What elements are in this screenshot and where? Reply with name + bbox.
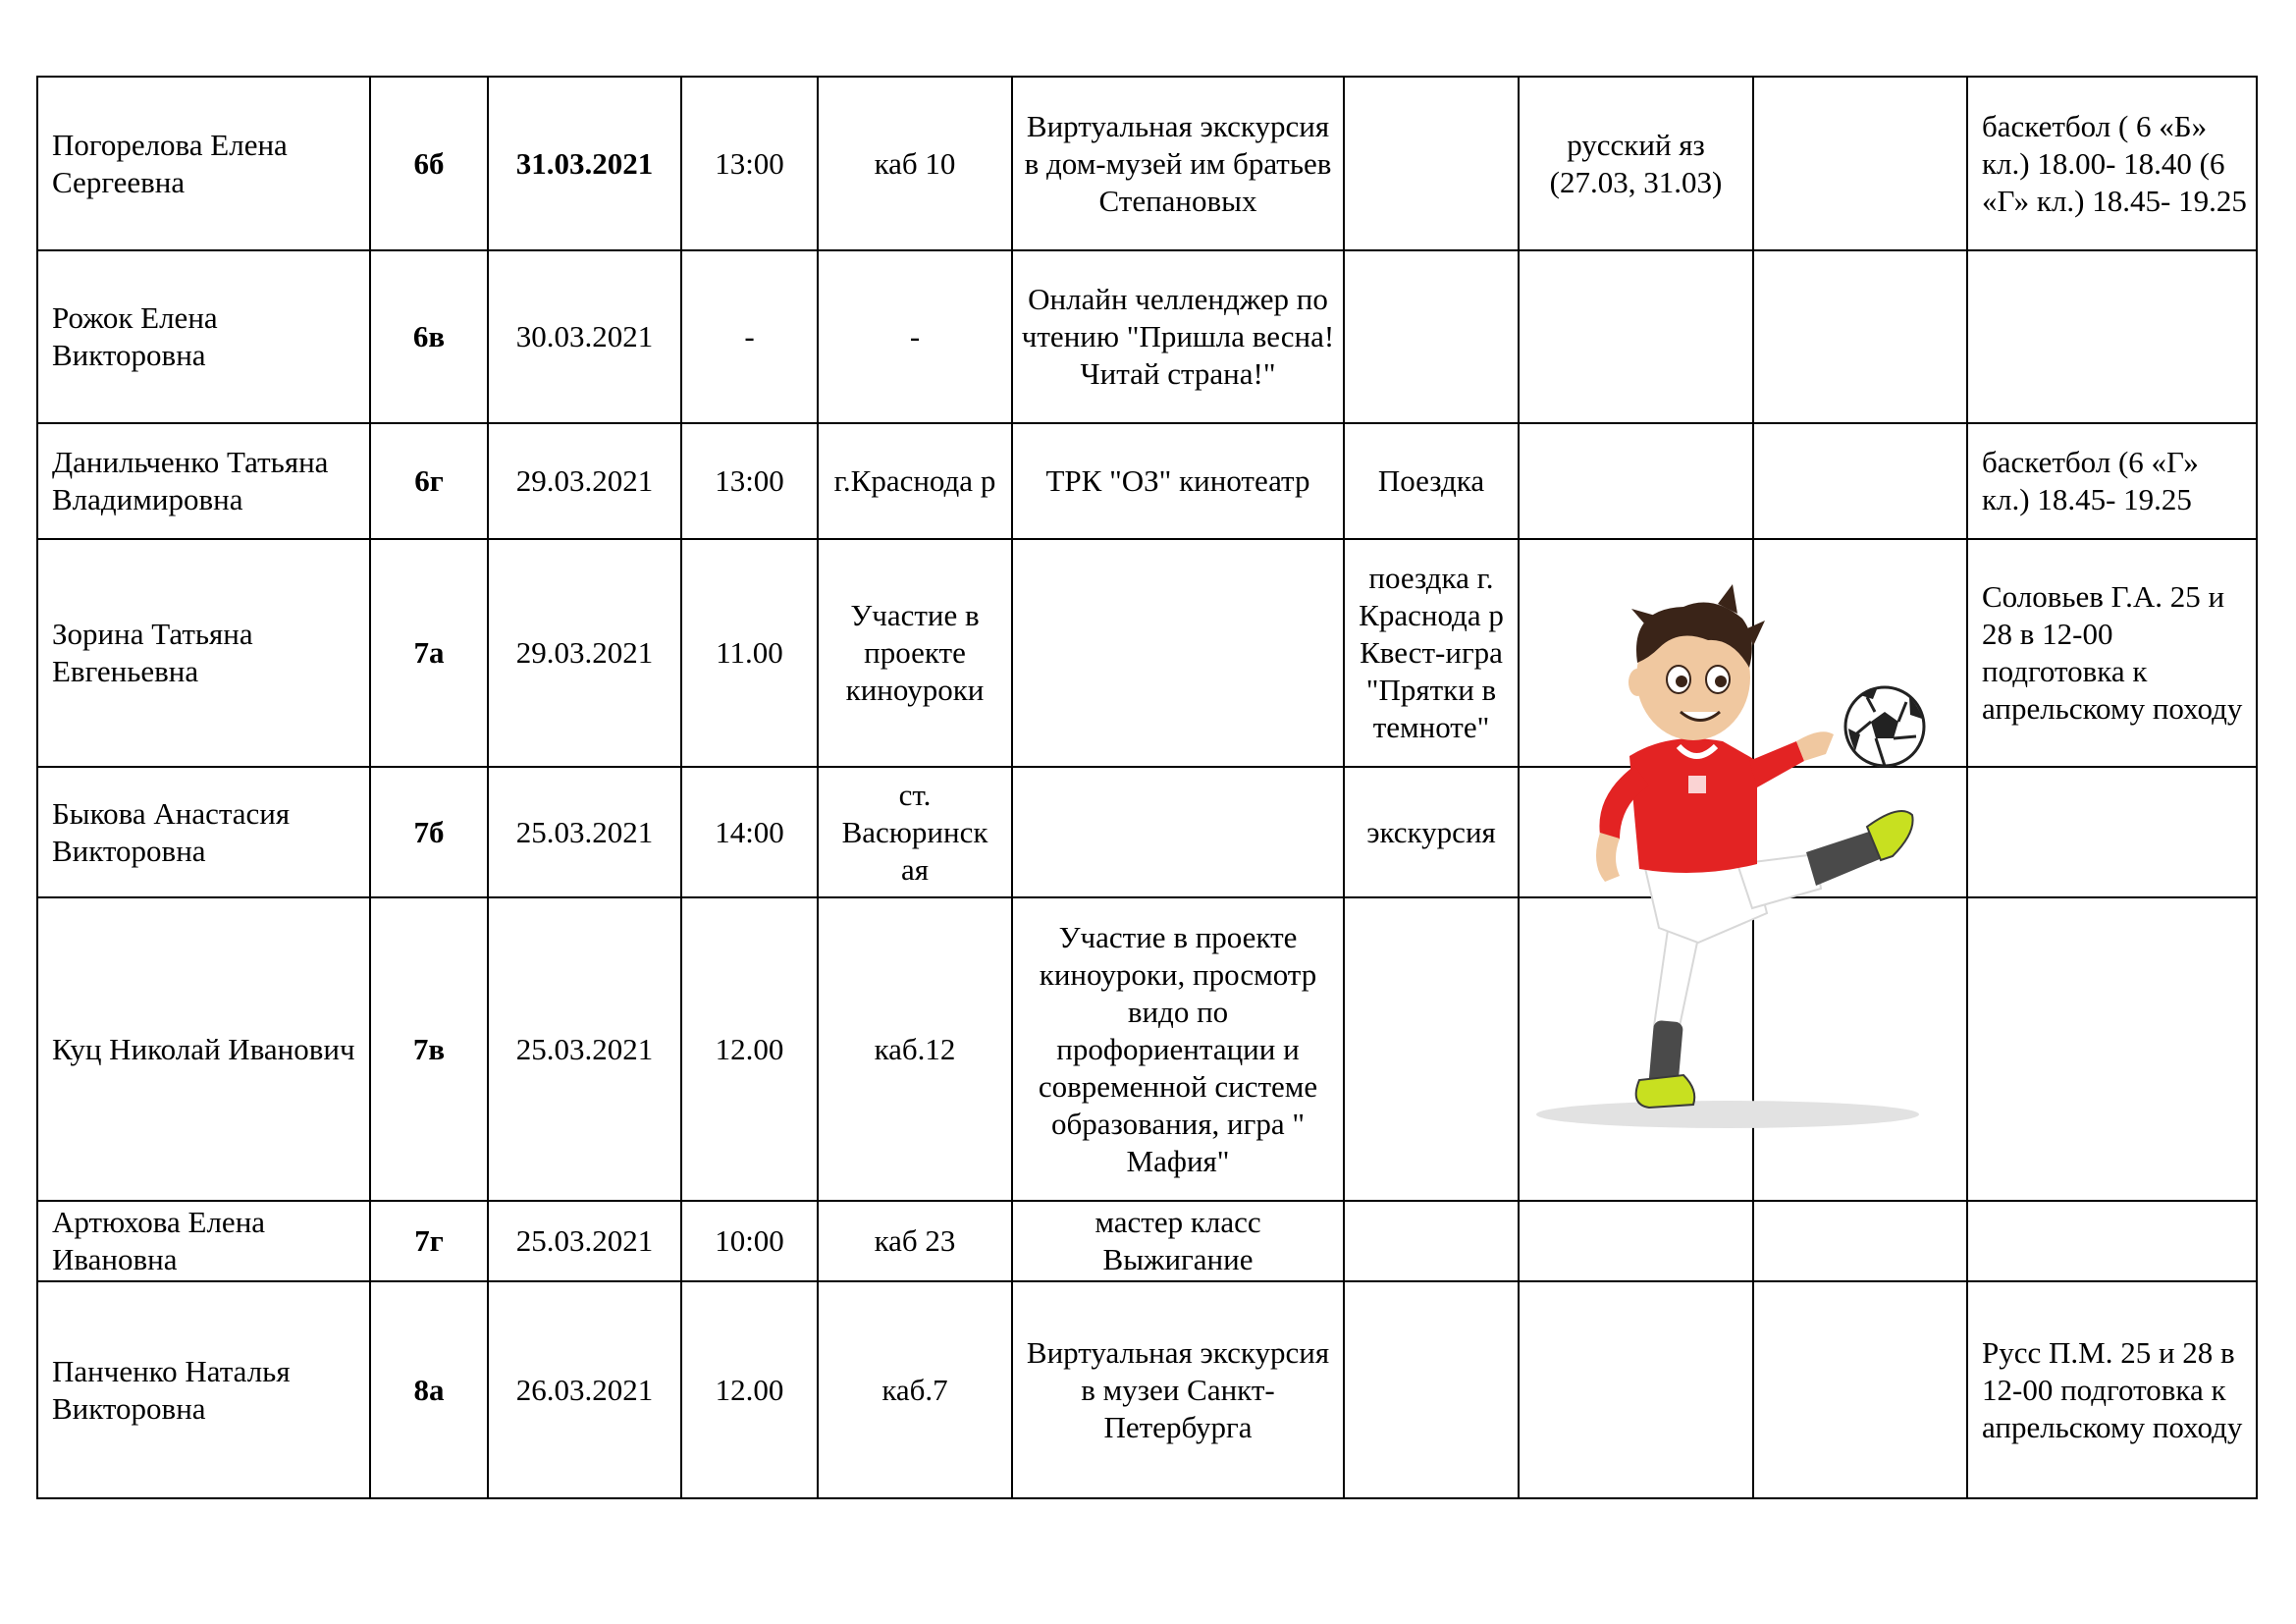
event-description: ТРК "ОЗ" кинотеатр (1045, 463, 1310, 498)
event-description (1013, 651, 1343, 655)
event-time: 13:00 (715, 145, 784, 181)
event-time: 11.00 (716, 635, 783, 670)
sport-info: Соловьев Г.А. 25 и 28 в 12-00 подготовка к апрельскому походу (1982, 579, 2243, 726)
event-place: каб 23 (874, 1223, 956, 1258)
teacher-name: Быкова Анастасия Викторовна (52, 795, 291, 868)
teacher-name: Рожок Елена Викторовна (52, 300, 218, 372)
sport-info (1968, 335, 2256, 339)
event-date: 30.03.2021 (515, 319, 654, 353)
teacher-name: Куц Николай Иванович (52, 1031, 355, 1066)
teacher-name: Зорина Татьяна Евгеньевна (52, 617, 253, 688)
extra-info (1754, 335, 1966, 339)
event-date: 31.03.2021 (515, 145, 654, 181)
event-place: Участие в проекте киноуроки (845, 598, 985, 707)
class-label: 7б (413, 814, 445, 849)
class-label: 7в (412, 1031, 446, 1066)
event-date: 25.03.2021 (515, 1031, 654, 1066)
class-label: 7а (413, 635, 445, 670)
consultation-info (1520, 479, 1752, 483)
event-date: 29.03.2021 (515, 635, 654, 670)
teacher-name: Панченко Наталья Викторовна (52, 1353, 291, 1426)
event-place: каб.7 (881, 1372, 948, 1407)
class-label: 6б (413, 145, 445, 181)
event-time: - (744, 319, 755, 353)
sport-info (1968, 1239, 2256, 1243)
teacher-name: Данильченко Татьяна Владимировна (52, 445, 329, 516)
event-place: - (909, 319, 921, 353)
trip-info (1345, 1239, 1518, 1243)
event-description: Участие в проекте киноуроки, просмотр видо по профориентации и современной системе образования, игра " Мафия" (1038, 919, 1318, 1178)
extra-info (1754, 1388, 1966, 1392)
event-time: 12.00 (715, 1372, 784, 1407)
event-time: 12.00 (715, 1031, 784, 1066)
class-label: 7г (414, 1223, 444, 1258)
trip-info (1345, 1388, 1518, 1392)
class-label: 6г (414, 463, 444, 498)
event-date: 29.03.2021 (515, 463, 654, 498)
event-time: 13:00 (715, 463, 784, 498)
sport-info: баскетбол (6 «Г» кл.) 18.45- 19.25 (1982, 445, 2199, 516)
consultation-info (1520, 335, 1752, 339)
consultation-info: русский яз (27.03, 31.03) (1549, 127, 1723, 199)
table-row (37, 77, 2257, 250)
event-place: г.Краснода р (833, 463, 996, 498)
sport-info (1968, 831, 2256, 835)
class-label: 8а (413, 1372, 445, 1407)
sport-info (1968, 1048, 2256, 1052)
table-row (37, 1201, 2257, 1281)
soccer-player-icon (1522, 569, 1934, 1139)
table-row (37, 423, 2257, 539)
consultation-info (1520, 1388, 1752, 1392)
class-label: 6в (412, 319, 446, 353)
trip-info (1345, 1048, 1518, 1052)
trip-info: поездка г. Краснода р Квест-игра "Прятки в темноте" (1359, 561, 1504, 744)
event-place: ст. Васюринск ая (841, 777, 988, 887)
table-row (37, 250, 2257, 423)
trip-info: Поездка (1377, 463, 1485, 498)
event-description (1013, 831, 1343, 835)
event-date: 25.03.2021 (515, 1223, 654, 1258)
extra-info (1754, 162, 1966, 166)
event-description: Виртуальная экскурсия в музеи Санкт-Петербурга (1026, 1334, 1330, 1444)
table-row (37, 1281, 2257, 1498)
trip-info: экскурсия (1366, 814, 1496, 849)
event-date: 26.03.2021 (515, 1372, 654, 1407)
sport-info: Русс П.М. 25 и 28 в 12-00 подготовка к апрельскому походу (1982, 1334, 2243, 1444)
trip-info (1345, 335, 1518, 339)
teacher-name: Артюхова Елена Ивановна (52, 1205, 266, 1276)
event-place: каб 10 (874, 145, 956, 181)
sport-info: баскетбол ( 6 «Б» кл.) 18.00- 18.40 (6 «Г» кл.) 18.45- 19.25 (1982, 108, 2247, 218)
trip-info (1345, 162, 1518, 166)
extra-info (1754, 1239, 1966, 1243)
extra-info (1754, 479, 1966, 483)
event-date: 25.03.2021 (515, 814, 654, 849)
consultation-info (1520, 1239, 1752, 1243)
event-description: Онлайн челленджер по чтению "Пришла весна! Читай страна!" (1021, 282, 1335, 391)
event-description: мастер класс Выжигание (1095, 1205, 1261, 1276)
event-description: Виртуальная экскурсия в дом-музей им братьев Степановых (1024, 108, 1332, 218)
event-time: 10:00 (715, 1223, 784, 1258)
teacher-name: Погорелова Елена Сергеевна (52, 127, 288, 199)
event-time: 14:00 (715, 814, 784, 849)
event-place: каб.12 (874, 1031, 956, 1066)
